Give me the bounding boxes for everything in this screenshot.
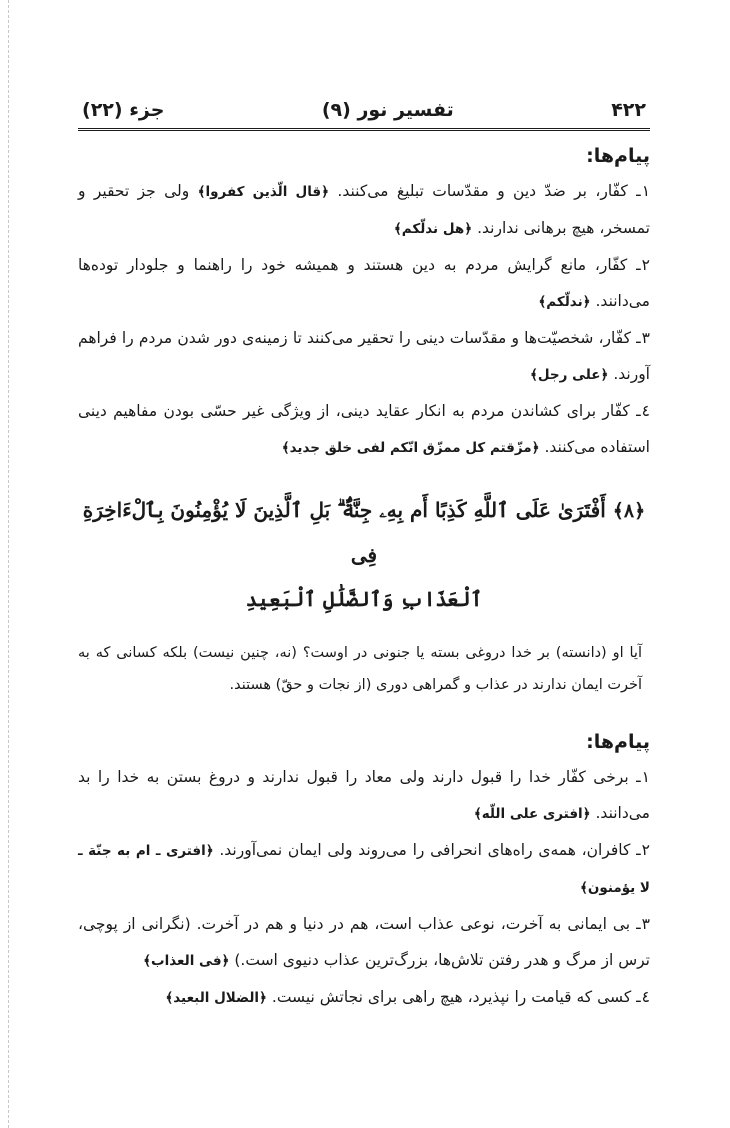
message-number: ۳ bbox=[641, 329, 650, 347]
quran-verse bbox=[78, 488, 650, 621]
message-item bbox=[78, 247, 650, 320]
message-text: ـ کسی که قیامت را نپذیرد، هیچ راهی برای نجاتش نیست. bbox=[266, 988, 641, 1006]
message-text: ـ کفّار، بر ضدّ دین و مقدّسات تبلیغ می‌کنند. bbox=[329, 182, 641, 200]
running-header bbox=[78, 96, 650, 131]
message-item bbox=[78, 832, 650, 906]
book-title: تفسیر نور (۹) bbox=[321, 99, 454, 121]
message-item bbox=[78, 979, 650, 1016]
messages-list-2 bbox=[78, 759, 650, 1016]
message-quote: ﴿ندلّکم﴾ bbox=[538, 294, 591, 310]
message-quote: ﴿مزّقتم کل ممزّق انّکم لفی خلق جدید﴾ bbox=[281, 440, 540, 456]
page-number: ۴۲۲ bbox=[611, 99, 646, 121]
verse-line-1 bbox=[78, 488, 650, 577]
message-quote: ﴿افتری ـ ام به جنّة ـ لا یؤمنون﴾ bbox=[78, 843, 650, 896]
message-number: ۲ bbox=[641, 256, 650, 274]
message-number: ۳ bbox=[641, 915, 650, 933]
message-quote: ﴿فی العذاب﴾ bbox=[143, 953, 230, 969]
message-text: ـ برخی کفّار خدا را قبول دارند ولی معاد را قبول ندارند و دروغ بستن به خدا را بد می‌دانند. bbox=[78, 768, 650, 822]
message-number: ۱ bbox=[641, 182, 651, 200]
message-text: ـ کفّار، مانع گرایش مردم به دین هستند و همیشه خود را راهنما و جلودار توده‌ها می‌دانند. bbox=[78, 256, 650, 310]
message-number: ٤ bbox=[641, 402, 650, 420]
message-quote: ﴿قال الّذین کفروا﴾ bbox=[197, 184, 330, 200]
message-quote: ﴿الضلال البعید﴾ bbox=[165, 990, 267, 1006]
verse-line-2 bbox=[78, 577, 650, 621]
message-item bbox=[78, 906, 650, 979]
page-edge-line bbox=[8, 0, 9, 1128]
message-text-continued: ولی جز تحقیر و تمسخر، هیچ برهانی ندارند. bbox=[78, 182, 650, 237]
verse-text-1: أَفْتَرَىٰ عَلَى ٱللَّهِ كَذِبًا أَم بِهِۦ جِنَّةٌۢ ۗ بَلِ ٱلَّذِينَ لَا يُؤْمِنُونَ بِٱلْءَاخِرَةِ فِى bbox=[82, 498, 606, 567]
message-item bbox=[78, 173, 650, 247]
message-text: ـ کافران، همه‌ی راه‌های انحرافی را می‌روند ولی ایمان نمی‌آورند. bbox=[213, 841, 641, 859]
message-item bbox=[78, 759, 650, 832]
verse-text-2: ٱلْعَذَابِ وَٱلضَّلَٰلِ ٱلْبَعِيدِ bbox=[245, 587, 483, 611]
messages-heading: پیام‌ها: bbox=[586, 145, 650, 167]
page bbox=[78, 96, 650, 1016]
message-item bbox=[78, 393, 650, 466]
verse-number: ﴿۸﴾ bbox=[612, 500, 646, 522]
verse-translation: آیا او (دانسته) بر خدا دروغی بسته یا جنونی در اوست؟ (نه، چنین نیست) بلکه کسانی که به آخرت ایمان ندارند در عذاب و گمراهی دوری (از نجات و حقّ) هستند. bbox=[78, 645, 642, 693]
messages-heading-2: پیام‌ها: bbox=[586, 731, 650, 753]
messages-list bbox=[78, 173, 650, 466]
message-number: ٤ bbox=[641, 988, 650, 1006]
part-label: جزء (۲۲) bbox=[82, 99, 165, 121]
message-text: ـ کفّار، شخصیّت‌ها و مقدّسات دینی را تحقیر می‌کنند تا زمینه‌ی دور شدن مردم را فراهم آورند. bbox=[78, 329, 650, 383]
message-number: ۲ bbox=[641, 841, 650, 859]
message-quote: ﴿افتری علی اللّه﴾ bbox=[473, 806, 591, 822]
message-item bbox=[78, 320, 650, 393]
message-number: ۱ bbox=[641, 768, 650, 786]
message-text: ـ کفّار برای کشاندن مردم به انکار عقاید دینی، از ویژگی غیر حسّی بودن مفاهیم دینی استفاده می‌کنند. bbox=[78, 402, 650, 456]
message-quote-second: ﴿هل ندلّکم﴾ bbox=[393, 221, 473, 237]
message-quote: ﴿علی رجل﴾ bbox=[529, 367, 609, 383]
message-text: ـ بی ایمانی به آخرت، نوعی عذاب است، هم در دنیا و هم در آخرت. (نگرانی از پوچی، ترس از مرگ و هدر رفتن تلاش‌ها، بزرگ‌ترین عذاب دنیوی است.) bbox=[78, 915, 650, 969]
